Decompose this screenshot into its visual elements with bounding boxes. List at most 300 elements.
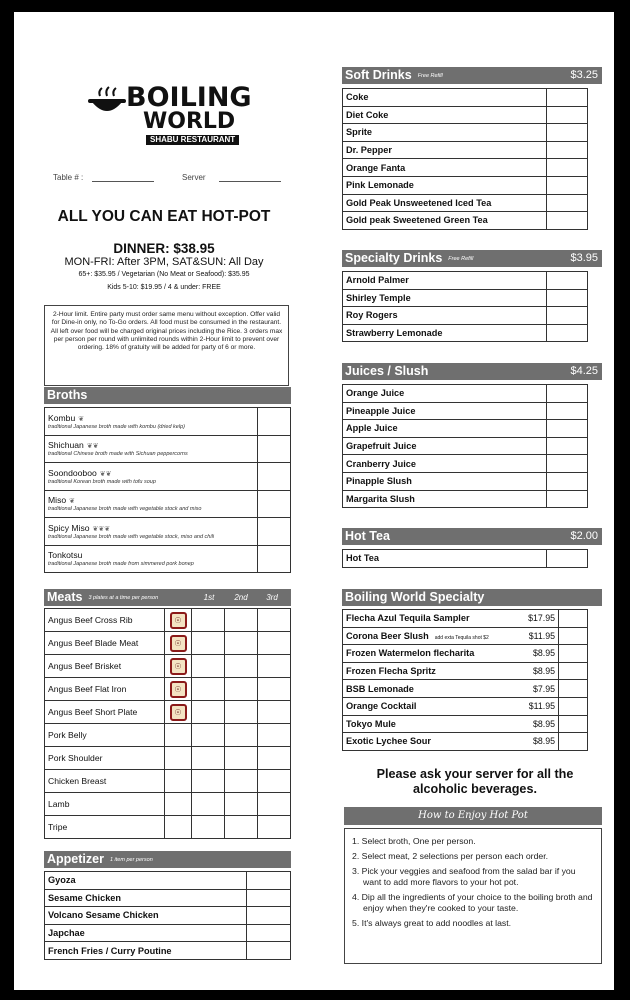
meat-round-1-box[interactable]: [192, 609, 225, 632]
meat-round-2-box[interactable]: [225, 724, 258, 747]
rules-box: 2-Hour limit. Entire party must order same menu without exception. Offer valid for Dine-in only, no To-Go orders. All food must be consumed in the restaurant. All left over food will be charged original prices including the Rice. 3 orders max per person per round with unlimited rounds within 2-Hour limit to prevent over ordering. 18% of gratuity will be added for party of 6 or more.: [44, 305, 289, 386]
howto-step: 5. It's always great to add noodles at last.: [352, 918, 512, 928]
broth-select-box[interactable]: [258, 545, 291, 573]
juice-cell: [343, 472, 547, 490]
meat-name: Angus Beef Short Plate: [48, 707, 138, 717]
meat-round-3-box[interactable]: [258, 632, 291, 655]
senior-price: 65+: $35.95 / Vegetarian (No Meat or Seafood): $35.95: [78, 271, 250, 278]
specialty-price: $11.95: [523, 697, 559, 715]
soft-drink-name: Orange Fanta: [346, 162, 406, 173]
meat-badge-cell: [165, 724, 192, 747]
specialty-name: Flecha Azul Tequila Sampler: [346, 613, 470, 624]
specialty-price: $8.95: [523, 662, 559, 680]
juice-qty-box[interactable]: [547, 402, 588, 420]
specialty-drink-cell: [343, 272, 547, 290]
soft-drink-cell: [343, 212, 547, 230]
meat-row: [45, 655, 291, 678]
meat-name: Angus Beef Blade Meat: [48, 638, 139, 648]
soft-drink-row: [343, 194, 588, 212]
juices-header: [342, 363, 602, 380]
meat-row: [45, 770, 291, 793]
soft-drink-qty-box[interactable]: [547, 159, 588, 177]
meats-note: 3 plates at a time per person: [88, 595, 159, 601]
appetizer-cell: [45, 872, 247, 890]
meat-cell: [45, 632, 165, 655]
hot-tea-table: [342, 549, 588, 568]
specialty-name: BSB Lemonade: [346, 683, 414, 694]
broth-name: Soondooboo: [48, 467, 97, 478]
hot-tea-price: $2.00: [570, 530, 598, 542]
specialty-drinks-table: [342, 271, 588, 342]
meat-row: [45, 793, 291, 816]
specialty-drink-qty-box[interactable]: [547, 324, 588, 342]
soft-drinks-price: $3.25: [570, 69, 598, 81]
soft-drinks-header: [342, 67, 602, 84]
meat-cell: [45, 816, 165, 839]
juice-qty-box[interactable]: [547, 472, 588, 490]
specialty-cell: [343, 715, 523, 733]
meat-round-2-box[interactable]: [225, 655, 258, 678]
specialty-drink-row: [343, 307, 588, 325]
spice-icon: ❦: [78, 415, 85, 423]
ask-server-note: Please ask your server for all the alcoholic beverages.: [376, 767, 574, 796]
broths-title: Broths: [47, 388, 88, 402]
juices-title: Juices / Slush: [345, 364, 429, 378]
specialty-drink-row: [343, 289, 588, 307]
appetizer-name: French Fries / Curry Poutine: [48, 945, 172, 956]
juice-cell: [343, 402, 547, 420]
meat-round-1-box[interactable]: [192, 701, 225, 724]
appetizer-cell: [45, 907, 247, 925]
juice-cell: [343, 385, 547, 403]
specialty-drink-cell: [343, 307, 547, 325]
broth-desc: traditional Korean broth made with tofu soup: [48, 478, 156, 485]
broth-name: Kombu: [48, 412, 76, 423]
meat-name: Pork Belly: [48, 730, 87, 740]
specialty-name: Tokyo Mule: [346, 718, 396, 729]
specialty-price: $8.95: [523, 715, 559, 733]
broth-row: [45, 490, 291, 518]
appetizer-name: Gyoza: [48, 875, 76, 886]
specialty-qty-box[interactable]: [559, 680, 588, 698]
broth-select-box[interactable]: [258, 463, 291, 491]
specialty-name: Exotic Lychee Sour: [346, 736, 431, 747]
broth-name: Tonkotsu: [48, 550, 83, 561]
specialty-cell: [343, 697, 523, 715]
appetizer-row: [45, 924, 291, 942]
meat-round-3-box[interactable]: [258, 793, 291, 816]
specialty-price: $7.95: [523, 680, 559, 698]
soft-drink-cell: [343, 159, 547, 177]
specialty-cell: [343, 645, 523, 663]
broth-desc: traditional Japanese broth made from simmered pork bonep: [48, 561, 194, 568]
howto-step: 2. Select meat, 2 selections per person each order.: [352, 851, 549, 861]
meat-name: Angus Beef Flat Iron: [48, 684, 127, 694]
juice-row: [343, 455, 588, 473]
meat-round-3-box[interactable]: [258, 655, 291, 678]
appetizer-title: Appetizer: [47, 852, 104, 866]
meat-cell: [45, 678, 165, 701]
juice-name: Cranberry Juice: [346, 458, 416, 469]
appetizer-table: [44, 871, 291, 960]
juice-name: Pinapple Slush: [346, 476, 412, 487]
meat-round-3-box[interactable]: [258, 678, 291, 701]
specialty-name: Frozen Watermelon flecharita: [346, 648, 475, 659]
dinner-price: DINNER: $38.95: [113, 241, 215, 256]
specialty-note: add exta Tequila shot $2: [434, 634, 489, 641]
meat-round-1-box[interactable]: [192, 793, 225, 816]
juice-name: Orange Juice: [346, 388, 405, 399]
meat-row: [45, 701, 291, 724]
brand-name-line2: WORLD: [143, 109, 236, 134]
broth-row: [45, 545, 291, 573]
meats-col-3rd: 3rd: [266, 593, 278, 602]
meat-name: Tripe: [48, 822, 68, 832]
meat-round-2-box[interactable]: [225, 770, 258, 793]
broth-name: Spicy Miso: [48, 522, 90, 533]
specialty-drink-row: [343, 324, 588, 342]
specialty-table: [342, 609, 588, 751]
soft-drink-row: [343, 212, 588, 230]
specialty-price: $17.95: [523, 610, 559, 628]
specialty-row: [343, 733, 588, 751]
meat-cell: [45, 655, 165, 678]
brand-logo: [86, 82, 256, 152]
soft-drink-qty-box[interactable]: [547, 89, 588, 107]
angus-beef-badge-icon: ☉: [170, 681, 187, 698]
juice-name: Pineapple Juice: [346, 405, 416, 416]
meat-badge-cell: [165, 678, 192, 701]
table-number-field: [92, 181, 154, 182]
soft-drink-qty-box[interactable]: [547, 194, 588, 212]
meat-round-1-box[interactable]: [192, 655, 225, 678]
meat-round-1-box[interactable]: [192, 724, 225, 747]
meats-title: Meats: [47, 590, 83, 604]
specialty-drink-qty-box[interactable]: [547, 272, 588, 290]
soft-drink-name: Sprite: [346, 127, 373, 138]
menu-sheet: [14, 12, 614, 990]
specialty-name: Corona Beer Slush: [346, 630, 429, 641]
broth-select-box[interactable]: [258, 408, 291, 436]
soft-drink-qty-box[interactable]: [547, 124, 588, 142]
soft-drink-name: Pink Lemonade: [346, 180, 414, 191]
hot-tea-name: Hot Tea: [346, 553, 380, 564]
meat-cell: [45, 793, 165, 816]
specialty-title: Boiling World Specialty: [345, 590, 485, 604]
meat-round-2-box[interactable]: [225, 609, 258, 632]
spice-icon: ❦❦: [86, 443, 99, 451]
specialty-drink-qty-box[interactable]: [547, 289, 588, 307]
broth-name: Miso: [48, 495, 67, 506]
howto-step: 1. Select broth, One per person.: [352, 836, 476, 846]
angus-beef-badge-icon: ☉: [170, 612, 187, 629]
specialty-qty-box[interactable]: [559, 645, 588, 663]
appetizer-select-box[interactable]: [247, 889, 291, 907]
spice-icon: ❦: [69, 498, 76, 506]
brand-tagline: SHABU RESTAURANT: [146, 135, 239, 145]
meat-badge-cell: [165, 655, 192, 678]
meat-round-3-box[interactable]: [258, 747, 291, 770]
specialty-row: [343, 662, 588, 680]
meat-round-1-box[interactable]: [192, 816, 225, 839]
soft-drink-name: Gold peak Sweetened Green Tea: [346, 215, 488, 226]
meat-name: Chicken Breast: [48, 776, 107, 786]
broth-desc: traditional Japanese broth made with kombu (dried kelp): [48, 423, 185, 430]
howto-step: 4. Dip all the ingredients of your choice to the boiling broth and enjoy when they're cooked to your taste.: [352, 892, 593, 913]
juices-price: $4.25: [570, 365, 598, 377]
soft-drink-cell: [343, 106, 547, 124]
meat-name: Pork Shoulder: [48, 753, 103, 763]
broth-desc: traditional Japanese broth made with vegetable stock, miso and chili: [48, 533, 215, 540]
meat-cell: [45, 701, 165, 724]
soft-drink-cell: [343, 89, 547, 107]
appetizer-row: [45, 872, 291, 890]
specialty-row: [343, 715, 588, 733]
juice-cell: [343, 420, 547, 438]
specialty-drink-name: Shirley Temple: [346, 292, 411, 303]
specialty-qty-box[interactable]: [559, 715, 588, 733]
meat-badge-cell: [165, 747, 192, 770]
hot-tea-qty-box[interactable]: [547, 550, 588, 568]
meat-round-2-box[interactable]: [225, 747, 258, 770]
soft-drink-cell: [343, 141, 547, 159]
table-number-label: Table # :: [53, 173, 84, 182]
specialty-name: Orange Cocktail: [346, 701, 417, 712]
spice-icon: ❦❦❦: [92, 525, 111, 533]
specialty-price: $11.95: [523, 627, 559, 645]
appetizer-row: [45, 907, 291, 925]
soft-drink-row: [343, 89, 588, 107]
meat-name: Angus Beef Brisket: [48, 661, 122, 671]
juice-qty-box[interactable]: [547, 490, 588, 508]
juice-qty-box[interactable]: [547, 420, 588, 438]
broth-cell: [45, 463, 258, 491]
howto-header: How to Enjoy Hot Pot: [344, 807, 602, 825]
broth-desc: traditional Chinese broth made with Sichuan peppercorns: [48, 451, 188, 458]
meat-cell: [45, 770, 165, 793]
hot-tea-row: [343, 550, 588, 568]
specialty-cell: [343, 680, 523, 698]
juice-row: [343, 472, 588, 490]
meat-badge-cell: [165, 609, 192, 632]
soft-drink-cell: [343, 176, 547, 194]
soft-drink-qty-box[interactable]: [547, 212, 588, 230]
juice-qty-box[interactable]: [547, 437, 588, 455]
soft-drink-row: [343, 124, 588, 142]
specialty-drinks-note: Free Refill: [448, 256, 474, 262]
juice-row: [343, 490, 588, 508]
hot-tea-cell: [343, 550, 547, 568]
specialty-drink-name: Strawberry Lemonade: [346, 328, 443, 339]
juice-name: Margarita Slush: [346, 493, 415, 504]
meat-round-2-box[interactable]: [225, 816, 258, 839]
broth-cell: [45, 490, 258, 518]
juices-table: [342, 384, 588, 508]
server-label: Server: [182, 173, 206, 182]
meat-round-2-box[interactable]: [225, 678, 258, 701]
soft-drink-row: [343, 141, 588, 159]
specialty-qty-box[interactable]: [559, 627, 588, 645]
meat-cell: [45, 609, 165, 632]
soft-drinks-note: Free Refill: [417, 73, 443, 79]
broth-row: [45, 435, 291, 463]
soft-drink-qty-box[interactable]: [547, 176, 588, 194]
specialty-qty-box[interactable]: [559, 697, 588, 715]
soft-drink-qty-box[interactable]: [547, 141, 588, 159]
hot-tea-title: Hot Tea: [345, 529, 390, 543]
meat-badge-cell: [165, 632, 192, 655]
broth-row: [45, 518, 291, 546]
meat-round-2-box[interactable]: [225, 701, 258, 724]
juice-row: [343, 402, 588, 420]
brand-name-line1: BOILING: [126, 82, 252, 113]
meat-round-1-box[interactable]: [192, 747, 225, 770]
specialty-row: [343, 610, 588, 628]
meat-round-2-box[interactable]: [225, 793, 258, 816]
specialty-drinks-header: [342, 250, 602, 267]
meat-round-1-box[interactable]: [192, 770, 225, 793]
broths-header: [44, 387, 291, 404]
specialty-drinks-title: Specialty Drinks: [345, 251, 443, 265]
meat-cell: [45, 724, 165, 747]
specialty-cell: [343, 627, 523, 645]
soft-drink-name: Coke: [346, 92, 369, 103]
specialty-drink-row: [343, 272, 588, 290]
meat-badge-cell: [165, 816, 192, 839]
soft-drinks-table: [342, 88, 588, 230]
howto-box: [344, 828, 602, 964]
appetizer-name: Volcano Sesame Chicken: [48, 910, 159, 921]
meat-row: [45, 609, 291, 632]
server-field: [219, 181, 281, 182]
meat-round-3-box[interactable]: [258, 724, 291, 747]
specialty-drink-name: Roy Rogers: [346, 310, 398, 321]
meat-row: [45, 632, 291, 655]
meat-badge-cell: [165, 793, 192, 816]
appetizer-select-box[interactable]: [247, 942, 291, 960]
hotpot-icon: [86, 86, 128, 122]
meat-round-3-box[interactable]: [258, 770, 291, 793]
appetizer-row: [45, 889, 291, 907]
juice-cell: [343, 490, 547, 508]
meat-round-3-box[interactable]: [258, 816, 291, 839]
soft-drink-cell: [343, 194, 547, 212]
angus-beef-badge-icon: ☉: [170, 704, 187, 721]
appetizer-name: Sesame Chicken: [48, 892, 122, 903]
specialty-price: $8.95: [523, 645, 559, 663]
appetizer-select-box[interactable]: [247, 907, 291, 925]
specialty-qty-box[interactable]: [559, 733, 588, 751]
soft-drinks-title: Soft Drinks: [345, 68, 412, 82]
specialty-row: [343, 697, 588, 715]
appetizer-name: Japchae: [48, 928, 85, 939]
meat-name: Angus Beef Cross Rib: [48, 615, 133, 625]
meat-round-3-box[interactable]: [258, 701, 291, 724]
broth-cell: [45, 408, 258, 436]
broth-select-box[interactable]: [258, 435, 291, 463]
appetizer-row: [45, 942, 291, 960]
juice-cell: [343, 455, 547, 473]
meat-badge-cell: [165, 701, 192, 724]
appetizer-header: [44, 851, 291, 868]
dinner-hours: MON-FRI: After 3PM, SAT&SUN: All Day: [64, 256, 264, 268]
meat-round-1-box[interactable]: [192, 678, 225, 701]
specialty-drink-cell: [343, 324, 547, 342]
angus-beef-badge-icon: ☉: [170, 635, 187, 652]
soft-drink-name: Gold Peak Unsweetened Iced Tea: [346, 197, 492, 208]
appetizer-cell: [45, 924, 247, 942]
meats-header: [44, 589, 291, 606]
juice-row: [343, 385, 588, 403]
broth-name: Shichuan: [48, 440, 84, 451]
meat-round-1-box[interactable]: [192, 632, 225, 655]
howto-steps: [351, 836, 595, 929]
angus-beef-badge-icon: ☉: [170, 658, 187, 675]
specialty-cell: [343, 733, 523, 751]
broth-row: [45, 463, 291, 491]
specialty-drinks-price: $3.95: [570, 252, 598, 264]
appetizer-select-box[interactable]: [247, 872, 291, 890]
meat-row: [45, 678, 291, 701]
meat-row: [45, 724, 291, 747]
soft-drink-name: Diet Coke: [346, 109, 389, 120]
meat-round-2-box[interactable]: [225, 632, 258, 655]
juice-qty-box[interactable]: [547, 385, 588, 403]
specialty-qty-box[interactable]: [559, 610, 588, 628]
broth-cell: [45, 435, 258, 463]
juice-row: [343, 437, 588, 455]
kids-price: Kids 5-10: $19.95 / 4 & under: FREE: [107, 284, 221, 291]
specialty-header: [342, 589, 602, 606]
soft-drink-cell: [343, 124, 547, 142]
broth-cell: [45, 518, 258, 546]
meats-table: [44, 608, 291, 839]
appetizer-note: 1 item per person: [109, 857, 153, 863]
broth-cell: [45, 545, 258, 573]
appetizer-select-box[interactable]: [247, 924, 291, 942]
appetizer-cell: [45, 942, 247, 960]
specialty-name: Frozen Flecha Spritz: [346, 666, 436, 677]
juice-qty-box[interactable]: [547, 455, 588, 473]
hot-tea-header: [342, 528, 602, 545]
soft-drink-name: Dr. Pepper: [346, 145, 392, 156]
page-title: ALL YOU CAN EAT HOT-POT: [57, 208, 271, 225]
meat-row: [45, 747, 291, 770]
broth-select-box[interactable]: [258, 518, 291, 546]
soft-drink-row: [343, 159, 588, 177]
meat-cell: [45, 747, 165, 770]
juice-row: [343, 420, 588, 438]
meat-name: Lamb: [48, 799, 70, 809]
juice-cell: [343, 437, 547, 455]
specialty-qty-box[interactable]: [559, 662, 588, 680]
meat-round-3-box[interactable]: [258, 609, 291, 632]
specialty-cell: [343, 610, 523, 628]
specialty-price: $8.95: [523, 733, 559, 751]
soft-drink-row: [343, 176, 588, 194]
juice-name: Grapefruit Juice: [346, 441, 417, 452]
broth-row: [45, 408, 291, 436]
howto-step: 3. Pick your veggies and seafood from the salad bar if you want to add more flavors to your hot pot.: [352, 866, 576, 887]
specialty-drink-qty-box[interactable]: [547, 307, 588, 325]
specialty-row: [343, 627, 588, 645]
broth-desc: traditional Japanese broth made with vegetable stock and miso: [48, 506, 202, 513]
soft-drink-qty-box[interactable]: [547, 106, 588, 124]
specialty-row: [343, 680, 588, 698]
meats-col-1st: 1st: [203, 593, 215, 602]
broth-select-box[interactable]: [258, 490, 291, 518]
meat-badge-cell: [165, 770, 192, 793]
